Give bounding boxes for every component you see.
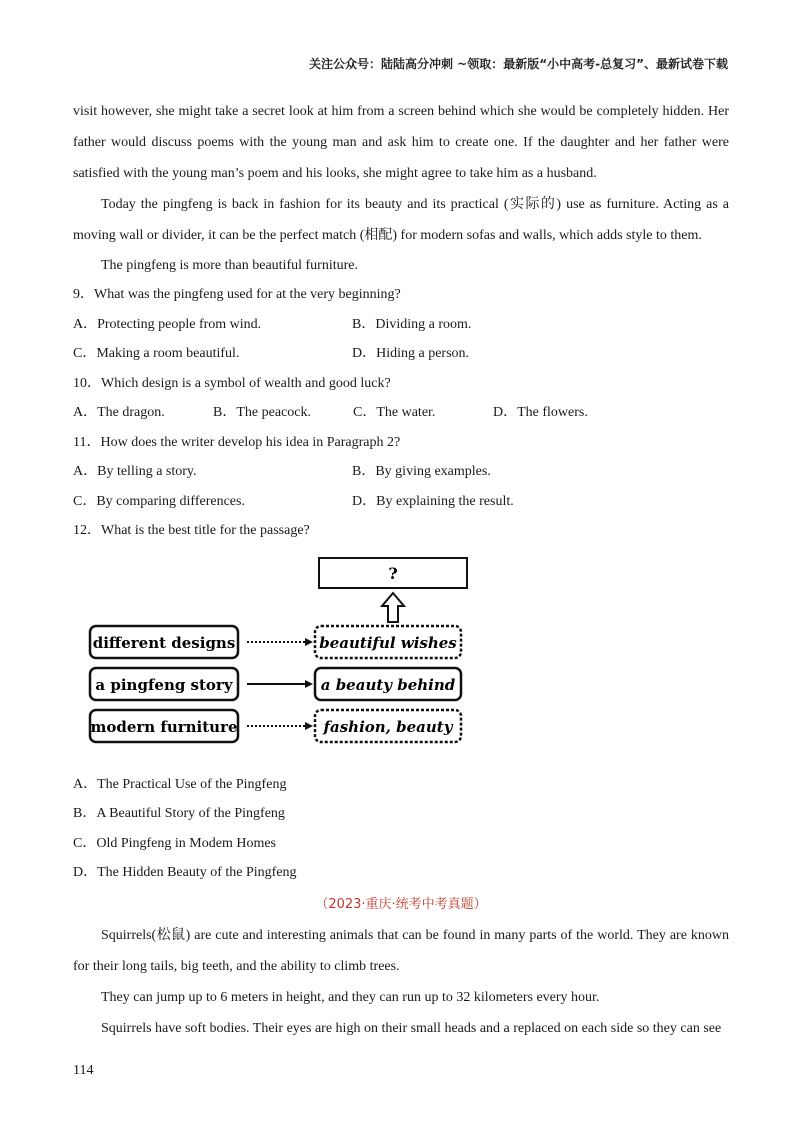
right-box-3-text: fashion, beauty bbox=[323, 717, 453, 736]
page-number: 114 bbox=[73, 1063, 94, 1078]
page-header: 关注公众号：陆陆高分冲刺 ~领取：最新版“小中高考-总复习”、最新试卷下载 bbox=[309, 57, 728, 71]
left-box-2-text: a pingfeng story bbox=[95, 675, 233, 694]
q10-options-row bbox=[73, 398, 729, 428]
q11-option-d[interactable]: D．By explaining the result. bbox=[352, 493, 514, 509]
title-box-text: ? bbox=[388, 563, 398, 583]
q9-option-d[interactable]: D．Hiding a person. bbox=[352, 346, 470, 361]
q10-option-c[interactable]: C．The water. bbox=[353, 405, 436, 420]
paragraph-squirrels-body: Squirrels have soft bodies. Their eyes are high on their small heads and a replaced on each side so they can see bbox=[101, 1020, 722, 1036]
arrowhead-2-icon bbox=[305, 680, 313, 688]
question-9: 9．What was the pingfeng used for at the very beginning? bbox=[73, 287, 401, 302]
structure-diagram bbox=[73, 546, 729, 770]
up-arrow-icon bbox=[382, 593, 404, 622]
q10-option-b[interactable]: B．The peacock. bbox=[213, 405, 311, 420]
q11-option-a[interactable]: A．By telling a story. bbox=[73, 464, 197, 479]
q10-option-d[interactable]: D．The flowers. bbox=[493, 405, 588, 420]
q12-option-c[interactable]: C．Old Pingfeng in Modem Homes bbox=[73, 835, 276, 851]
paragraph-squirrels-intro: Squirrels(松鼠) are cute and interesting animals that can be found in many parts of the world. They are known for their long tails, big teeth, and the ability to climb trees. bbox=[73, 927, 729, 974]
q10-option-a[interactable]: A．The dragon. bbox=[73, 405, 165, 420]
paragraph-fashion: Today the pingfeng is back in fashion for its beauty and its practical (实际的) use as furniture. Acting as a moving wall or divider, it can be the perfect match (相配) for modern sofas and walls, which adds style to them. bbox=[73, 197, 729, 243]
paragraph-squirrels-speed: They can jump up to 6 meters in height, and they can run up to 32 kilometers every hour. bbox=[101, 989, 600, 1005]
arrowhead-1-icon bbox=[305, 638, 313, 646]
paragraph-continued: visit however, she might take a secret look at him from a screen behind which she would be completely hidden. Her father would discuss poems with the young man and ask him to create one. If the daughter and her father were satisfied with the young man’s poem and his looks, she might agree to take him as a husband. bbox=[73, 104, 729, 181]
q9-option-c[interactable]: C．Making a room beautiful. bbox=[73, 346, 240, 361]
q9-options-row-1 bbox=[73, 310, 729, 340]
question-10: 10．Which design is a symbol of wealth and good luck? bbox=[73, 375, 391, 391]
left-box-1-text: different designs bbox=[92, 633, 236, 652]
question-12: 12．What is the best title for the passage? bbox=[73, 523, 310, 538]
q11-options-row-1 bbox=[73, 457, 729, 487]
structure-diagram-svg bbox=[73, 546, 729, 770]
left-box-3-text: modern furniture bbox=[90, 717, 238, 736]
q12-option-a[interactable]: A．The Practical Use of the Pingfeng bbox=[73, 776, 287, 792]
right-box-1-text: beautiful wishes bbox=[319, 633, 457, 652]
q9-options-row-2 bbox=[73, 339, 729, 369]
right-box-2-text: a beauty behind bbox=[320, 675, 456, 694]
paragraph-conclusion: The pingfeng is more than beautiful furniture. bbox=[101, 258, 358, 273]
q11-options-row-2 bbox=[73, 487, 729, 517]
q11-option-c[interactable]: C．By comparing differences. bbox=[73, 493, 245, 509]
q9-option-a[interactable]: A．Protecting people from wind. bbox=[73, 316, 262, 332]
q12-option-b[interactable]: B．A Beautiful Story of the Pingfeng bbox=[73, 806, 285, 821]
q11-option-b[interactable]: B．By giving examples. bbox=[352, 464, 491, 479]
question-11: 11．How does the writer develop his idea in Paragraph 2? bbox=[73, 434, 401, 450]
page-content bbox=[73, 96, 729, 1044]
arrowhead-3-icon bbox=[305, 722, 313, 730]
q9-option-b[interactable]: B．Dividing a room. bbox=[352, 316, 472, 332]
source-label: （2023·重庆·统考中考真题） bbox=[315, 896, 487, 912]
q12-option-d[interactable]: D．The Hidden Beauty of the Pingfeng bbox=[73, 865, 297, 880]
